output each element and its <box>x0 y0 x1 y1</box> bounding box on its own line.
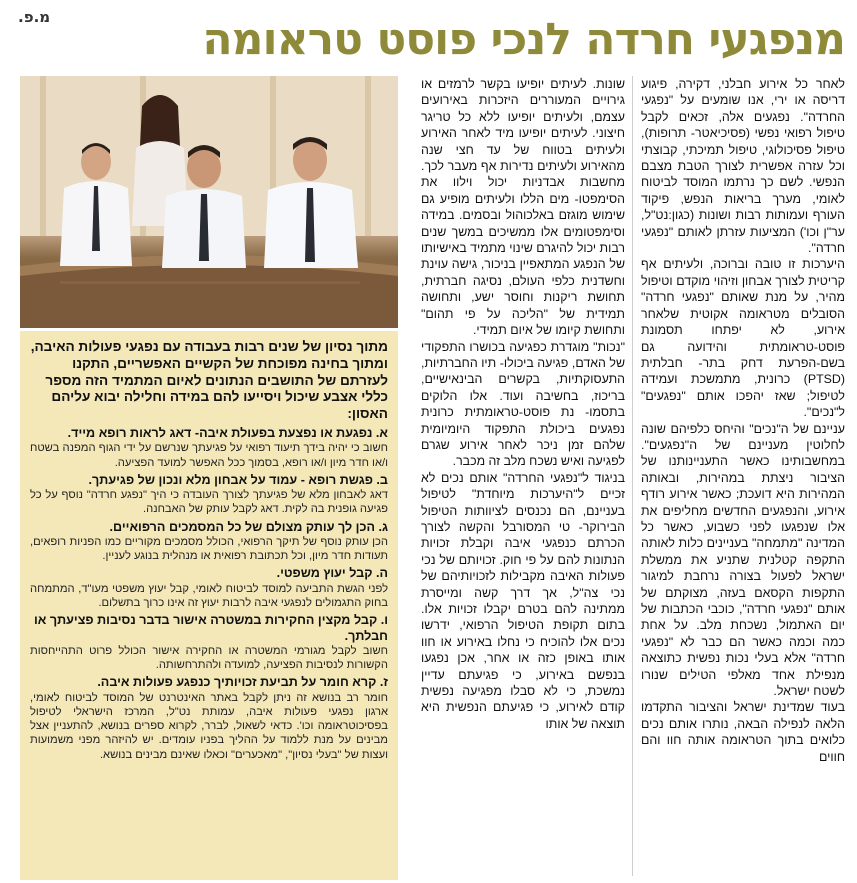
tip-title: ה. קבל יעוץ משפטי. <box>276 566 388 581</box>
corner-tag: מ.פ. <box>18 8 51 26</box>
tip-body: לפני הגשת התביעה למוסד לביטוח לאומי, קבל יעוץ משפטי מעו"ד, המתמחה בחוק התגמולים לנפגעי איבה לרבות יעוץ זה אינו כרוך בתשלום. <box>30 582 388 610</box>
tip-title: ב. פגשת רופא - עמוד על אבחון מלא ונכון של פגיעתך. <box>88 472 388 487</box>
tip-title: ז. קרא חומר על תביעת זכויותיך כנפגע פעולות איבה. <box>97 675 388 690</box>
tip-body: חשוב לקבל מגורמי המשטרה או החקירה אישור הכולל פרוט התהייחסות הקשורות לנסיבות הפציעה, למועדה ולהתרחשותה. <box>30 645 388 672</box>
article-paragraph: בניגוד ל"נפגעי החרדה" אותם נכים לא זכיים ל"היערכות מיוחדת" לטיפול בעניינם, הם נכנסים לציוותות הטיפול הבירוקר- טי המסורבל והקשה לצורך הכרתם כנפגעי איבה וקבלת זכויות הנתונות להם על פי חוק. זכויותם של נכי פעולות האיבה מקבילות לזכויותיהם של נכי צה"ל, אך דרך קשה ומייסרת ממתינה להם בטרם יקבלו זכויות אלו. בתום תקופת הטיפול הרפואי, ידרשו נכים אלו להוכיח כי נחלו באירוע או חוו אותו באופן כזה או אחר, אכן נפגעו בנפשם באירוע, כי פגיעתם עדיין נמשכת, כי לא סבלו מפגיעה נפשית קודם לאירוע, כי פגיעתם הנפשית היא תוצאה של אותו <box>421 470 625 731</box>
tips-sidebar <box>20 331 398 880</box>
tip-body: הכן עותק נוסף של תיקך הרפואי, הכולל מסמכים מקוריים כמו הפניות רופאים, תעודות חדר מיון, וכל תכתובת רפואית או מנהלית בנוגע לעניין. <box>30 536 388 563</box>
tip-title: ג. הכן לך עותק מצולם של כל המסמכים הרפואיים. <box>109 519 388 534</box>
group-photo-illustration <box>20 76 398 328</box>
sidebar-intro: מתוך נסיון של שנים רבות בעבודה עם נפגעי פעולות האיבה, ומתוך בחינה מפוכחת של הקשיים האפשריים, התקנו לעזרתם של התושבים הנתונים לאיום המתמיד הזה מספר כללי אצבע שיכול ויסייעו להם במידה וחלילה יבוא עליהם האסון: <box>30 339 388 422</box>
group-photo <box>20 76 398 328</box>
article-paragraph: שונות. לעיתים יופיעו בקשר לרמזים או גירויים המעוררים היזכרות באירועים עצמם, ולעיתים יופיעו ללא כל טריגר חיצוני. לעיתים יופיעו מיד לאחר האירוע ולעיתים בטווח של עד חצי שנה מהאירוע ולעיתים נדירות אף מעבר לכך. מחשבות אבדניות יכול וילוו את הסימפטו- מים הללו ולעיתים מופיע גם שימוש מוגזם באלכוהול ובסמים. במידה וסימפטומים אלו ממשיכים במשך שנים רבות יכול להיגרם שינוי מתמיד באישיותו של הנפגע המתאפיין בניכור, גישה עוינת וחשדנית כלפי העולם, נסיגה חברתית, תחושת ריקנות וחוסר ישע, ותחושה תמידית של "הליכה על פי תהום" ותחושת קיומו של איום תמידי. <box>421 77 625 338</box>
article-paragraph: לאחר כל אירוע חבלני, דקירה, פיגוע דריסה או ירי, אנו שומעים על "נפגעי החרדה". נפגעים אלה, זכאים לקבל טיפול רפואי נפשי (פסיכיאטר- תרופות), טיפול פסיכולוגי, טיפול תמיכתי, קבוצתי וכל עזרה אפשרית לצורך הטבת מצבם הנפשי. לשם כך נרתמו המוסד לביטוח לאומי, מערך בריאות הנפש, פיקוד העורף ועמותות רבות ושונות (כגון:נט"ל, ער"ן וכו') המציעות עזרתן לאותם "נפגעי חרדה". <box>641 77 845 256</box>
headline: מנפגעי חרדה לנכי פוסט טראומה <box>202 14 845 65</box>
article-column-right <box>641 76 845 876</box>
tip-body: דאג לאבחון מלא של פגיעתך לצורך העובדה כי היך "נפגע חרדה" נוסף על כל פגיעה גופנית בה לקית. דאג לקבל עותק של האבחנה. <box>30 489 388 516</box>
tip-title: ו. קבל מקצין החקירות במשטרה אישור בדבר נסיבות פציעתך או חבלתך. <box>33 613 388 643</box>
article-column-middle <box>421 76 625 876</box>
article-paragraph: עניינם של ה"נכים" והיחס כלפיהם שונה לחלוטין מעניינם של ה"נפגעים". במחשבותינו כאשר התעניינותנו של הציבור ניצתת במהירות, ובאותה המהירות היא דועכת; כאשר אירוע רודף אירוע, והנפגעים החדשים מחליפים את אלו שנפגעו לפני כשבוע, כאשר כל המדינה "מתמחה" בעניינים כלות לאותה התקפה קטלנית שתניע את ממשלת ישראל לפעול בצורה נרחבת למיגור התקפות הקסאם בעזה, מצוקתם של אותם "נפגעי חרדה", כוכבי הכתבות של יום האתמול, נשכחת מלב. על אחת כמה וכמה כאשר הם כבר לא "נפגעי חרדה" אלא בעלי נכות נפשית כתוצאה מנפילת אחד מאלפי הטילים שנורו לשטח ישראל. <box>641 421 845 699</box>
article-paragraph: היערכות זו טובה וברוכה, ולעיתים אף קריטית לצורך אבחון וזיהוי מוקדם וטיפול מהיר, על מנת שאותם "נפגעי חרדה" הסובלים מטראומה אקוטית שלאחר אירוע, לא יפתחו תסמונת פוסט-טראומתית והידועה גם בשם-הפרעת דחק בתר- חבלתית (PTSD) כרונית, מתמשכת ועמידה לטיפול; שאז יהפכו אותם "נפגעים" ל"נכים". <box>641 257 845 420</box>
tip-body: חשוב כי יהיה בידך תיעוד רפואי על פגיעתך שנרשם על ידי הגוף המפנה בשטח ו/או חדר מיון ו/או רופא, בסמוך ככל האפשר למועד הפציעה. <box>30 442 388 469</box>
tip-body: חומר רב בנושא זה ניתן לקבל באתר האינטרנט של המוסד לביטוח לאומי, ארגון נפגעי פעולות איבה, עמותת נט"ל, המרכז הישראלי לטיפול בפסיכוטראומה וכו'. כדאי לשאול, לברר, לקרוא ספרים בנושא, להתעניין אצל מבינים על מנת ללמוד על ההליך בפניו עומדים. יש להיזהר מפני משמועות ועצות של "בעלי נסיון", "מאכערים" וכאלו שאינם מבינים בנושא. <box>30 691 388 761</box>
article-paragraph: בעוד שמדינת ישראל והציבור התקדמו הלאה לנפילה הבאה, נותרו אותם נכים כלואים בתוך הטראומה אותה חוו והם חווים <box>641 700 845 764</box>
tip-title: א. נפגעת או נפצעת בפעולת איבה- דאג לראות רופא מייד. <box>67 425 388 440</box>
column-divider <box>632 76 633 876</box>
article-paragraph: "נכות" מוגדרת כפגיעה בכושרו התפקודי של האדם, פגיעה ביכולו- תיו החברתיות, התעסוקתיות, בקשרים הבינאישיים, בריכוז, בחשיבה ועוד. אלו הלוקים בתסמו- נת פוסט-טראומתית כרונית נפגעים ביכולת התפקוד היומיומית שלהם זמן ניכר לאחר אירוע שגרם לפגיעה ואיש נשכח מלב זה מכבר. <box>421 339 625 469</box>
